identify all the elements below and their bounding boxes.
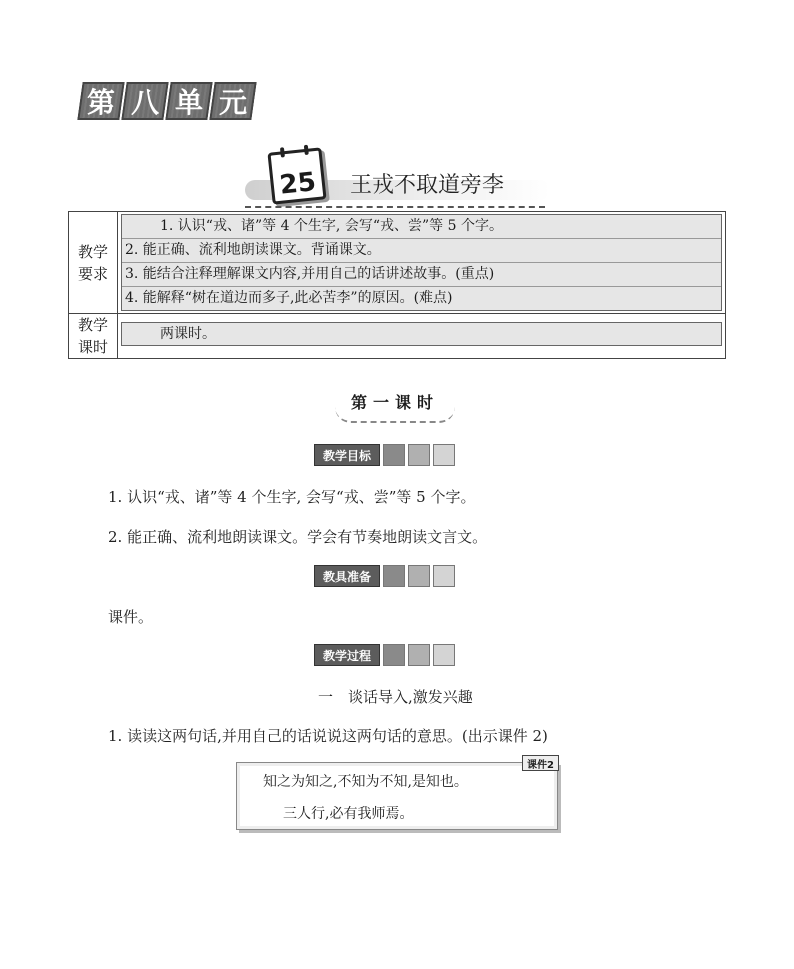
square-icon [433, 565, 455, 587]
courseware-box [236, 759, 558, 830]
courseware-line: 知之为知之,不知为不知,是知也。 [263, 774, 468, 790]
objectives-label: 教学目标 [314, 444, 380, 466]
lesson-title: 王戎不取道旁李 [350, 173, 505, 198]
square-icon [408, 565, 430, 587]
lesson-number-calendar-icon: 25 [267, 147, 326, 204]
square-icon [383, 444, 405, 466]
goal-item: 2. 能正确、流利地朗读课文。背诵课文。 [122, 238, 721, 262]
step-heading: 一 谈话导入,激发兴趣 [318, 688, 473, 706]
goal-item: 3. 能结合注释理解课文内容,并用自己的话讲述故事。(重点) [122, 262, 721, 286]
goals-label: 教学 要求 [69, 212, 118, 313]
unit-char: 八 [121, 82, 168, 120]
goal-item: 1. 认识“戎、诸”等 4 个生字, 会写“戎、尝”等 5 个字。 [160, 218, 503, 234]
goals-box [121, 214, 722, 311]
courseware-tag: 课件2 [522, 755, 559, 771]
goals-row [69, 212, 725, 314]
lesson-header [245, 150, 555, 210]
process-tag [314, 644, 455, 666]
tools-value: 课件。 [108, 608, 154, 626]
square-icon [383, 565, 405, 587]
period-heading [330, 390, 460, 423]
unit-char: 第 [77, 82, 124, 120]
square-icon [433, 444, 455, 466]
unit-char: 元 [209, 82, 256, 120]
unit-char: 单 [165, 82, 212, 120]
courseware-line: 三人行,必有我师焉。 [283, 806, 414, 822]
square-icon [383, 644, 405, 666]
process-label: 教学过程 [314, 644, 380, 666]
objectives-tag [314, 444, 455, 466]
time-value: 两课时。 [121, 322, 722, 346]
time-row [69, 314, 725, 358]
goal-item: 4. 能解释“树在道边而多子,此必苦李”的原因。(难点) [122, 286, 721, 310]
objective-item: 1. 认识“戎、诸”等 4 个生字, 会写“戎、尝”等 5 个字。 [108, 488, 476, 506]
period-title: 第一课时 [350, 393, 439, 412]
divider [245, 206, 545, 208]
tools-label: 教具准备 [314, 565, 380, 587]
square-icon [408, 444, 430, 466]
square-icon [408, 644, 430, 666]
tools-tag [314, 565, 455, 587]
requirements-table [68, 211, 726, 359]
step-text: 1. 读读这两句话,并用自己的话说说这两句话的意思。(出示课件 2) [108, 727, 548, 745]
time-label: 教学 课时 [69, 314, 118, 358]
objective-item: 2. 能正确、流利地朗读课文。学会有节奏地朗读文言文。 [108, 528, 488, 546]
square-icon [433, 644, 455, 666]
unit-banner [80, 82, 254, 120]
